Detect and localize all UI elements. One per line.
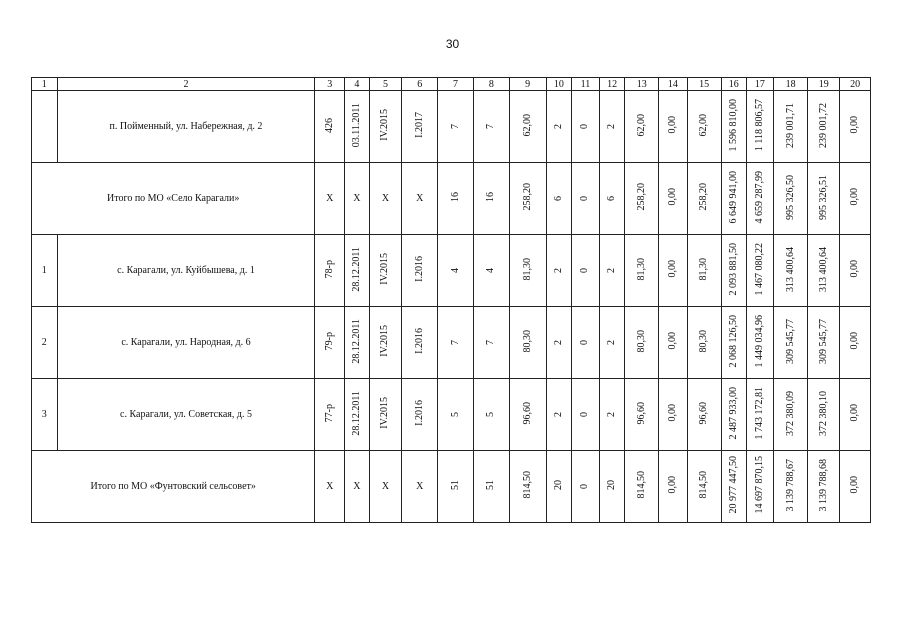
table-row [32, 307, 871, 379]
value-cell [773, 235, 808, 307]
cell-text: 258,20 [635, 183, 647, 211]
value-cell [808, 235, 840, 307]
value-cell [345, 163, 370, 235]
value-cell [659, 235, 688, 307]
value-cell [438, 451, 474, 523]
value-cell [773, 307, 808, 379]
address-cell: с. Карагали, ул. Народная, д. 6 [57, 307, 315, 379]
cell-text: IV.2015 [379, 325, 391, 357]
header-row [32, 78, 871, 91]
cell-text: 0 [579, 484, 591, 489]
value-cell [473, 379, 509, 451]
value-cell [747, 91, 774, 163]
value-cell [438, 91, 474, 163]
value-cell [315, 307, 345, 379]
cell-text: 81,30 [635, 257, 647, 281]
column-header: 16 [721, 78, 747, 91]
value-cell [546, 379, 572, 451]
value-cell [625, 307, 659, 379]
cell-text: 814,50 [521, 471, 533, 499]
row-number: 2 [32, 307, 58, 379]
cell-text: 0,00 [849, 332, 861, 350]
column-header: 9 [509, 78, 546, 91]
cell-text: 03.11.2011 [350, 102, 362, 148]
row-number [32, 91, 58, 163]
value-cell [840, 163, 871, 235]
cell-text: 51 [485, 480, 497, 490]
value-cell [747, 235, 774, 307]
value-cell [438, 163, 474, 235]
cell-text: 0,00 [849, 260, 861, 278]
row-number: 1 [32, 235, 58, 307]
value-cell [315, 379, 345, 451]
value-cell [659, 307, 688, 379]
cell-text: 258,20 [698, 183, 710, 211]
table-row [32, 91, 871, 163]
address-cell: с. Карагали, ул. Куйбышева, д. 1 [57, 235, 315, 307]
address-cell: с. Карагали, ул. Советская, д. 5 [57, 379, 315, 451]
value-cell [572, 235, 600, 307]
cell-text: 258,20 [521, 183, 533, 211]
cell-text: 14 697 870,15 [753, 456, 765, 514]
total-label: Итого по МО «Фунтовский сельсовет» [32, 451, 315, 523]
value-cell [509, 307, 546, 379]
cell-text: 0,00 [666, 332, 678, 350]
value-cell [840, 379, 871, 451]
value-cell [773, 451, 808, 523]
value-cell [599, 91, 625, 163]
value-cell [509, 235, 546, 307]
cell-text: 78-р [323, 259, 335, 279]
column-header: 1 [32, 78, 58, 91]
value-cell [808, 91, 840, 163]
cell-text: 313 400,64 [817, 246, 829, 292]
value-cell [840, 451, 871, 523]
value-cell [721, 451, 747, 523]
cell-text: X [326, 481, 334, 492]
cell-text: 2 [606, 124, 618, 129]
value-cell [687, 451, 721, 523]
value-cell [840, 307, 871, 379]
value-cell [345, 379, 370, 451]
value-cell [599, 379, 625, 451]
cell-text: 2 [606, 412, 618, 417]
value-cell [721, 235, 747, 307]
cell-text: 2 093 881,50 [727, 242, 739, 296]
cell-text: 96,60 [698, 401, 710, 425]
value-cell [473, 235, 509, 307]
cell-text: 239 001,72 [817, 102, 829, 148]
value-cell [659, 91, 688, 163]
cell-text: 7 [485, 340, 497, 345]
value-cell [721, 379, 747, 451]
column-header: 18 [773, 78, 808, 91]
value-cell [625, 379, 659, 451]
column-header: 3 [315, 78, 345, 91]
value-cell [473, 307, 509, 379]
cell-text: 0,00 [666, 476, 678, 494]
cell-text: I.2017 [413, 112, 425, 138]
cell-text: 5 [485, 412, 497, 417]
cell-text: 3 139 788,68 [817, 458, 829, 512]
value-cell [721, 91, 747, 163]
cell-text: 814,50 [698, 471, 710, 499]
cell-text: 79-р [323, 331, 335, 351]
value-cell [509, 163, 546, 235]
cell-text: 239 001,71 [784, 102, 796, 148]
value-cell [747, 379, 774, 451]
cell-text: 96,60 [635, 401, 647, 425]
value-cell [345, 307, 370, 379]
value-cell [369, 91, 402, 163]
cell-text: 0 [579, 268, 591, 273]
value-cell [402, 451, 438, 523]
cell-text: X [353, 481, 361, 492]
value-cell [659, 379, 688, 451]
value-cell [808, 379, 840, 451]
cell-text: 2 [552, 124, 564, 129]
column-header: 13 [625, 78, 659, 91]
cell-text: 28.12.2011 [350, 390, 362, 436]
column-header: 8 [473, 78, 509, 91]
cell-text: 2 487 933,00 [727, 386, 739, 440]
value-cell [572, 91, 600, 163]
value-cell [572, 379, 600, 451]
value-cell [315, 163, 345, 235]
cell-text: 20 977 447,50 [727, 456, 739, 514]
cell-text: 0,00 [849, 404, 861, 422]
column-header: 19 [808, 78, 840, 91]
cell-text: 0,00 [849, 476, 861, 494]
value-cell [438, 235, 474, 307]
cell-text: 62,00 [635, 113, 647, 137]
value-cell [773, 163, 808, 235]
cell-text: 7 [449, 124, 461, 129]
total-label: Итого по МО «Село Карагали» [32, 163, 315, 235]
row-number: 3 [32, 379, 58, 451]
cell-text: 426 [323, 117, 335, 133]
value-cell [625, 451, 659, 523]
value-cell [808, 307, 840, 379]
cell-text: X [416, 481, 424, 492]
cell-text: 995 326,51 [817, 174, 829, 220]
value-cell [572, 307, 600, 379]
cell-text: 0 [579, 340, 591, 345]
value-cell [773, 91, 808, 163]
value-cell [345, 451, 370, 523]
value-cell [509, 451, 546, 523]
cell-text: 0 [579, 124, 591, 129]
cell-text: X [381, 481, 390, 492]
value-cell [369, 235, 402, 307]
value-cell [659, 163, 688, 235]
cell-text: 20 [606, 480, 618, 490]
cell-text: 309 545,77 [817, 318, 829, 364]
value-cell [402, 235, 438, 307]
value-cell [546, 91, 572, 163]
value-cell [625, 91, 659, 163]
value-cell [659, 451, 688, 523]
cell-text: 0,00 [849, 116, 861, 134]
cell-text: 7 [449, 340, 461, 345]
value-cell [315, 91, 345, 163]
value-cell [687, 379, 721, 451]
value-cell [546, 163, 572, 235]
value-cell [572, 163, 600, 235]
cell-text: 4 [485, 268, 497, 273]
cell-text: 1 449 034,96 [753, 314, 765, 368]
cell-text: 1 596 810,00 [727, 98, 739, 152]
value-cell [402, 163, 438, 235]
column-header: 17 [747, 78, 774, 91]
cell-text: 7 [485, 124, 497, 129]
cell-text: X [353, 193, 361, 204]
value-cell [473, 451, 509, 523]
value-cell [599, 451, 625, 523]
cell-text: IV.2015 [379, 397, 391, 429]
cell-text: 1 118 806,57 [753, 98, 765, 152]
cell-text: 0,00 [666, 116, 678, 134]
value-cell [572, 451, 600, 523]
value-cell [473, 91, 509, 163]
cell-text: 2 [552, 268, 564, 273]
cell-text: 814,50 [635, 471, 647, 499]
cell-text: 0 [579, 196, 591, 201]
cell-text: 80,30 [635, 329, 647, 353]
cell-text: IV.2015 [379, 253, 391, 285]
value-cell [402, 307, 438, 379]
value-cell [369, 451, 402, 523]
cell-text: 3 139 788,67 [784, 458, 796, 512]
cell-text: 4 [449, 268, 461, 273]
cell-text: 0,00 [666, 260, 678, 278]
value-cell [438, 379, 474, 451]
value-cell [721, 163, 747, 235]
value-cell [345, 91, 370, 163]
value-cell [687, 91, 721, 163]
cell-text: 81,30 [698, 257, 710, 281]
value-cell [840, 235, 871, 307]
value-cell [808, 163, 840, 235]
cell-text: 96,60 [521, 401, 533, 425]
value-cell [402, 379, 438, 451]
cell-text: 0,00 [666, 188, 678, 206]
value-cell [509, 91, 546, 163]
value-cell [599, 307, 625, 379]
column-header: 2 [57, 78, 315, 91]
cell-text: X [416, 193, 424, 204]
column-header: 12 [599, 78, 625, 91]
cell-text: X [326, 193, 334, 204]
value-cell [546, 307, 572, 379]
value-cell [369, 307, 402, 379]
table-row [32, 379, 871, 451]
cell-text: 80,30 [698, 329, 710, 353]
column-header: 20 [840, 78, 871, 91]
cell-text: 16 [485, 192, 497, 202]
total-row [32, 451, 871, 523]
cell-text: 20 [552, 480, 564, 490]
column-header: 5 [369, 78, 402, 91]
cell-text: 372 380,10 [817, 390, 829, 436]
cell-text: 313 400,64 [784, 246, 796, 292]
value-cell [473, 163, 509, 235]
cell-text: I.2016 [413, 256, 425, 282]
value-cell [369, 163, 402, 235]
cell-text: 1 467 080,22 [753, 242, 765, 296]
cell-text: I.2016 [413, 400, 425, 426]
cell-text: 80,30 [521, 329, 533, 353]
value-cell [369, 379, 402, 451]
cell-text: 1 743 172,81 [753, 386, 765, 440]
column-header: 4 [345, 78, 370, 91]
cell-text: 28.12.2011 [350, 246, 362, 292]
cell-text: X [381, 193, 390, 204]
cell-text: 62,00 [698, 113, 710, 137]
value-cell [721, 307, 747, 379]
value-cell [345, 235, 370, 307]
value-cell [625, 235, 659, 307]
value-cell [747, 451, 774, 523]
value-cell [315, 235, 345, 307]
cell-text: 4 659 287,99 [753, 170, 765, 224]
column-header: 14 [659, 78, 688, 91]
value-cell [773, 379, 808, 451]
table-body [32, 78, 871, 523]
value-cell [840, 91, 871, 163]
value-cell [687, 307, 721, 379]
column-header: 10 [546, 78, 572, 91]
value-cell [747, 163, 774, 235]
cell-text: 77-р [323, 403, 335, 423]
page-number: 30 [445, 37, 460, 51]
housing-table [31, 77, 871, 523]
cell-text: 28.12.2011 [350, 318, 362, 364]
cell-text: 309 545,77 [784, 318, 796, 364]
cell-text: 6 [552, 196, 564, 201]
cell-text: 62,00 [521, 113, 533, 137]
value-cell [808, 451, 840, 523]
cell-text: 16 [449, 192, 461, 202]
column-header: 6 [402, 78, 438, 91]
address-cell: п. Пойменный, ул. Набережная, д. 2 [57, 91, 315, 163]
column-header: 11 [572, 78, 600, 91]
cell-text: 51 [449, 480, 461, 490]
cell-text: 2 [606, 340, 618, 345]
value-cell [747, 307, 774, 379]
column-header: 15 [687, 78, 721, 91]
cell-text: 2 068 126,50 [727, 314, 739, 368]
value-cell [546, 235, 572, 307]
cell-text: 995 326,50 [784, 174, 796, 220]
total-row [32, 163, 871, 235]
value-cell [509, 379, 546, 451]
value-cell [687, 235, 721, 307]
cell-text: 0,00 [849, 188, 861, 206]
value-cell [599, 163, 625, 235]
value-cell [625, 163, 659, 235]
cell-text: 0 [579, 412, 591, 417]
value-cell [687, 163, 721, 235]
cell-text: 6 649 941,00 [727, 170, 739, 224]
cell-text: 0,00 [666, 404, 678, 422]
value-cell [315, 451, 345, 523]
cell-text: 2 [552, 412, 564, 417]
table-row [32, 235, 871, 307]
cell-text: I.2016 [413, 328, 425, 354]
cell-text: 5 [449, 412, 461, 417]
value-cell [438, 307, 474, 379]
cell-text: 81,30 [521, 257, 533, 281]
value-cell [402, 91, 438, 163]
cell-text: IV.2015 [379, 109, 391, 141]
cell-text: 2 [552, 340, 564, 345]
cell-text: 2 [606, 268, 618, 273]
cell-text: 372 380,09 [784, 390, 796, 436]
value-cell [599, 235, 625, 307]
value-cell [546, 451, 572, 523]
column-header: 7 [438, 78, 474, 91]
cell-text: 6 [606, 196, 618, 201]
